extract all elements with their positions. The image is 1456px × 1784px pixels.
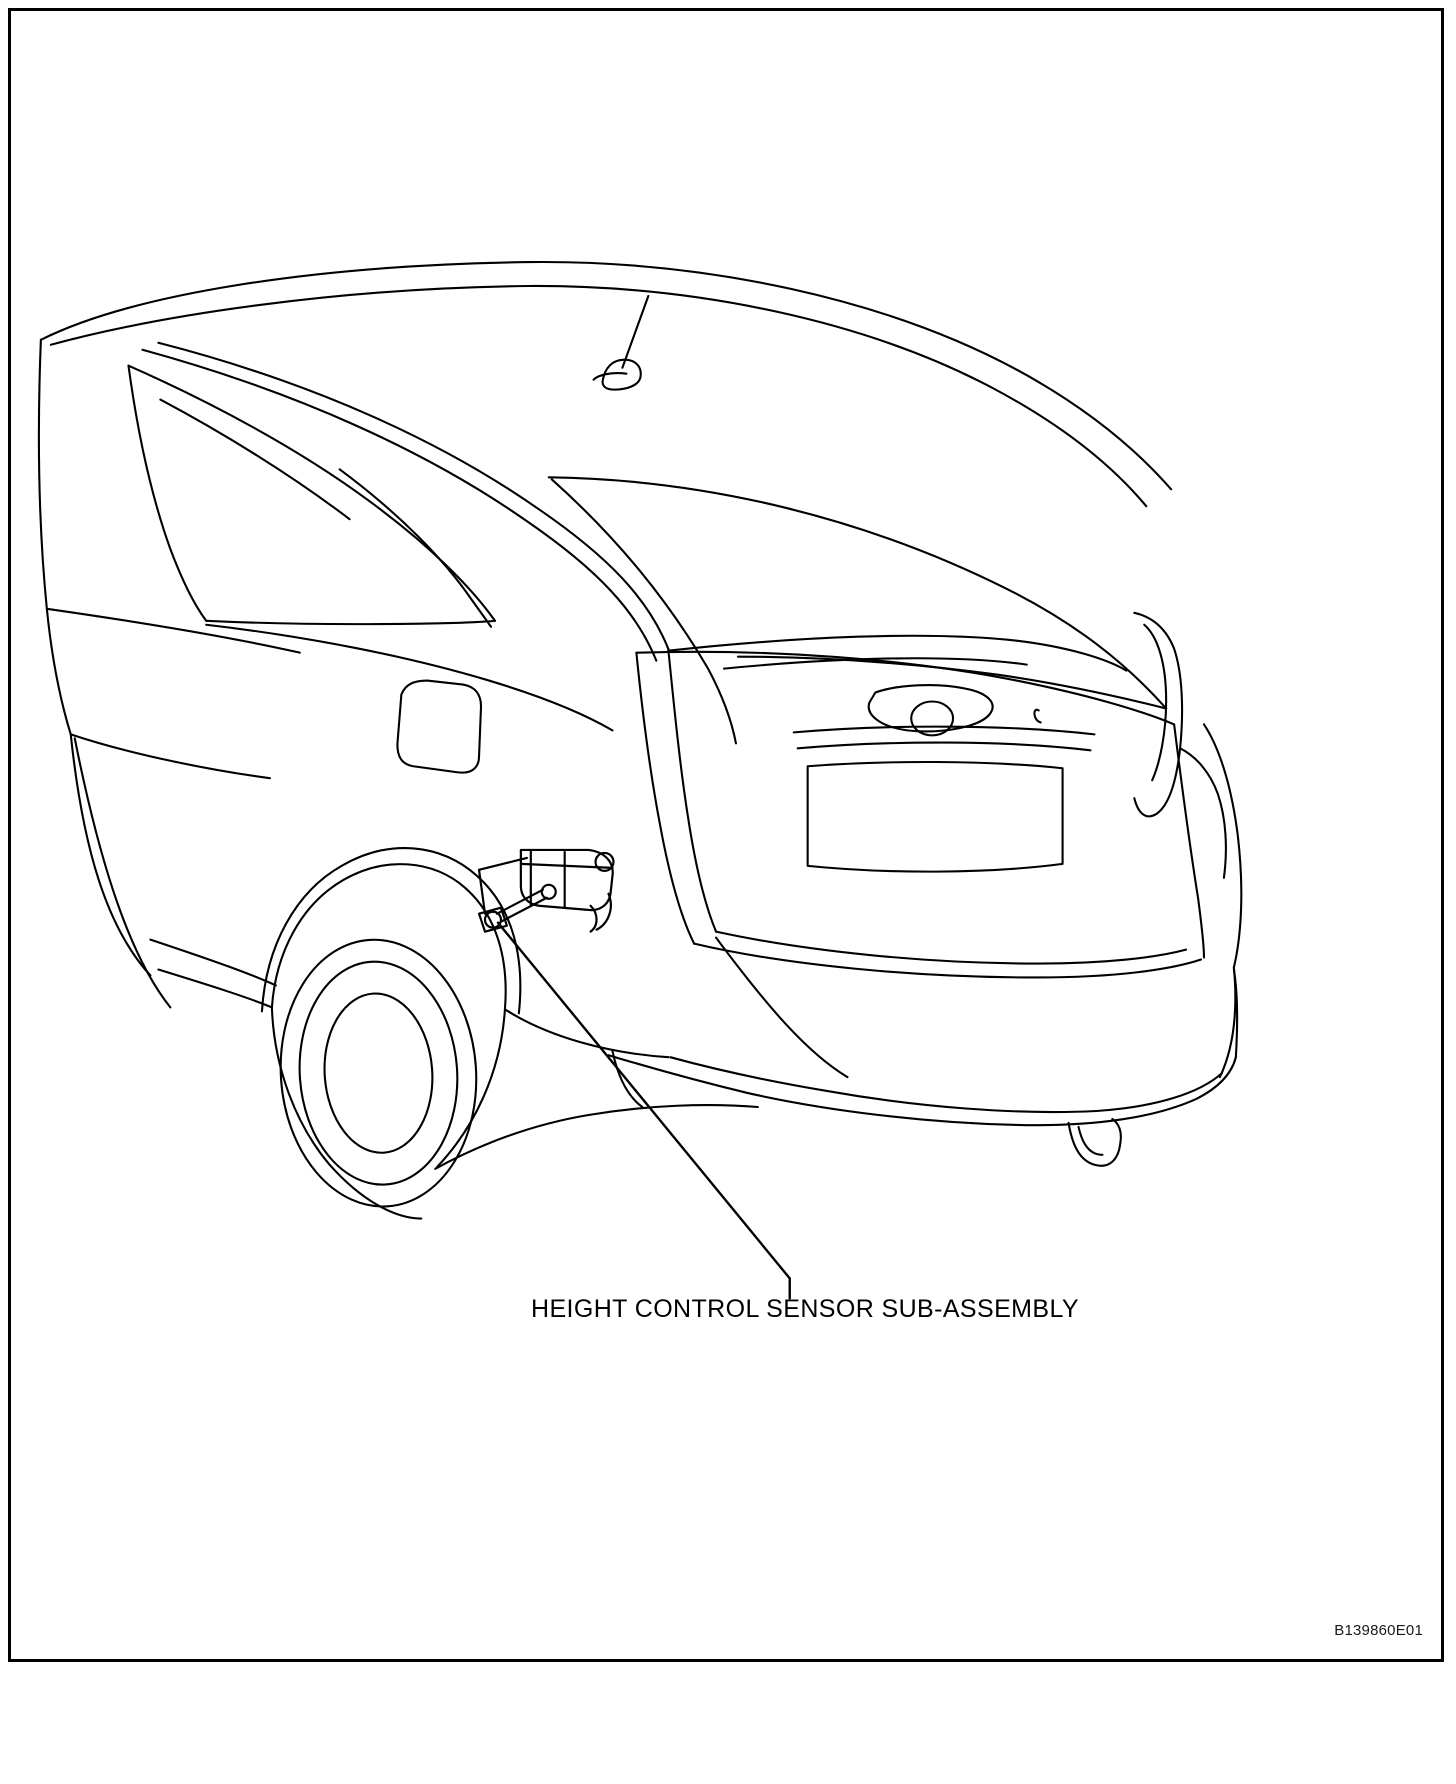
sensor-body xyxy=(521,850,613,910)
figure-code: B139860E01 xyxy=(1334,1622,1423,1639)
bumper-lower-edge-inner xyxy=(670,1057,1222,1112)
callout-label-height-control-sensor: HEIGHT CONTROL SENSOR SUB-ASSEMBLY xyxy=(531,1295,1079,1323)
door-rear-lower-edge xyxy=(71,734,151,975)
sensor-bracket-arm xyxy=(479,858,527,870)
tire-inner xyxy=(292,956,465,1190)
back-door-bottom-edge xyxy=(716,932,1186,964)
license-plate-recess xyxy=(808,762,1063,872)
rear-emblem xyxy=(869,685,993,731)
back-door-garnish-line-2 xyxy=(798,743,1091,751)
antenna-rod xyxy=(622,296,648,368)
rear-emblem-center xyxy=(911,701,953,735)
front-cut-edge xyxy=(39,340,71,735)
underbody-front-edge xyxy=(435,1105,758,1169)
right-quarter-lower xyxy=(1220,968,1235,1078)
beltline-front xyxy=(47,609,300,653)
rocker-upper-line xyxy=(150,940,275,986)
roof-inner-edge xyxy=(51,286,1146,506)
antenna-base-shade xyxy=(594,373,627,380)
bumper-left-return xyxy=(716,938,847,1077)
quarter-window-divider xyxy=(340,469,491,626)
backlight-upper-edge xyxy=(549,477,1166,708)
fuel-filler-lid xyxy=(397,681,481,773)
rear-lamp-inner xyxy=(1144,625,1166,780)
wheel-arch-lower-front xyxy=(272,1007,421,1218)
right-quarter-edge xyxy=(1204,724,1241,967)
sensor-link-rod-2 xyxy=(497,890,543,914)
rocker-front-edge xyxy=(71,734,270,778)
document-frame xyxy=(8,8,1444,1662)
height-control-sensor-assembly xyxy=(479,850,613,932)
quarter-glass-inner xyxy=(160,400,349,520)
back-door-handle-mark xyxy=(1034,710,1040,723)
rear-lamp-to-quarter xyxy=(1180,748,1226,878)
shoulder-line xyxy=(206,625,612,731)
backlight-left-edge xyxy=(552,479,736,743)
rocker-lower-line xyxy=(158,970,272,1008)
sensor-mount-bolt xyxy=(542,885,556,899)
wheel-rim xyxy=(319,990,437,1157)
spoiler-lip xyxy=(724,658,1027,668)
tire-outer xyxy=(272,933,485,1213)
b-pillar-lower xyxy=(75,738,171,1007)
rear-combination-lamp xyxy=(1134,613,1182,817)
quarter-window-bottom-edge xyxy=(206,621,495,624)
quarter-lower-edge xyxy=(505,1009,668,1057)
vehicle-illustration xyxy=(11,11,1441,1659)
exhaust-tailpipe xyxy=(1069,1119,1121,1166)
sensor-link-rod xyxy=(501,898,547,922)
exhaust-tailpipe-inner xyxy=(1079,1127,1103,1155)
a-pillar-rear-edge xyxy=(158,343,668,649)
roof-top-edge xyxy=(41,262,1171,489)
vehicle-outline-group xyxy=(39,262,1241,1298)
